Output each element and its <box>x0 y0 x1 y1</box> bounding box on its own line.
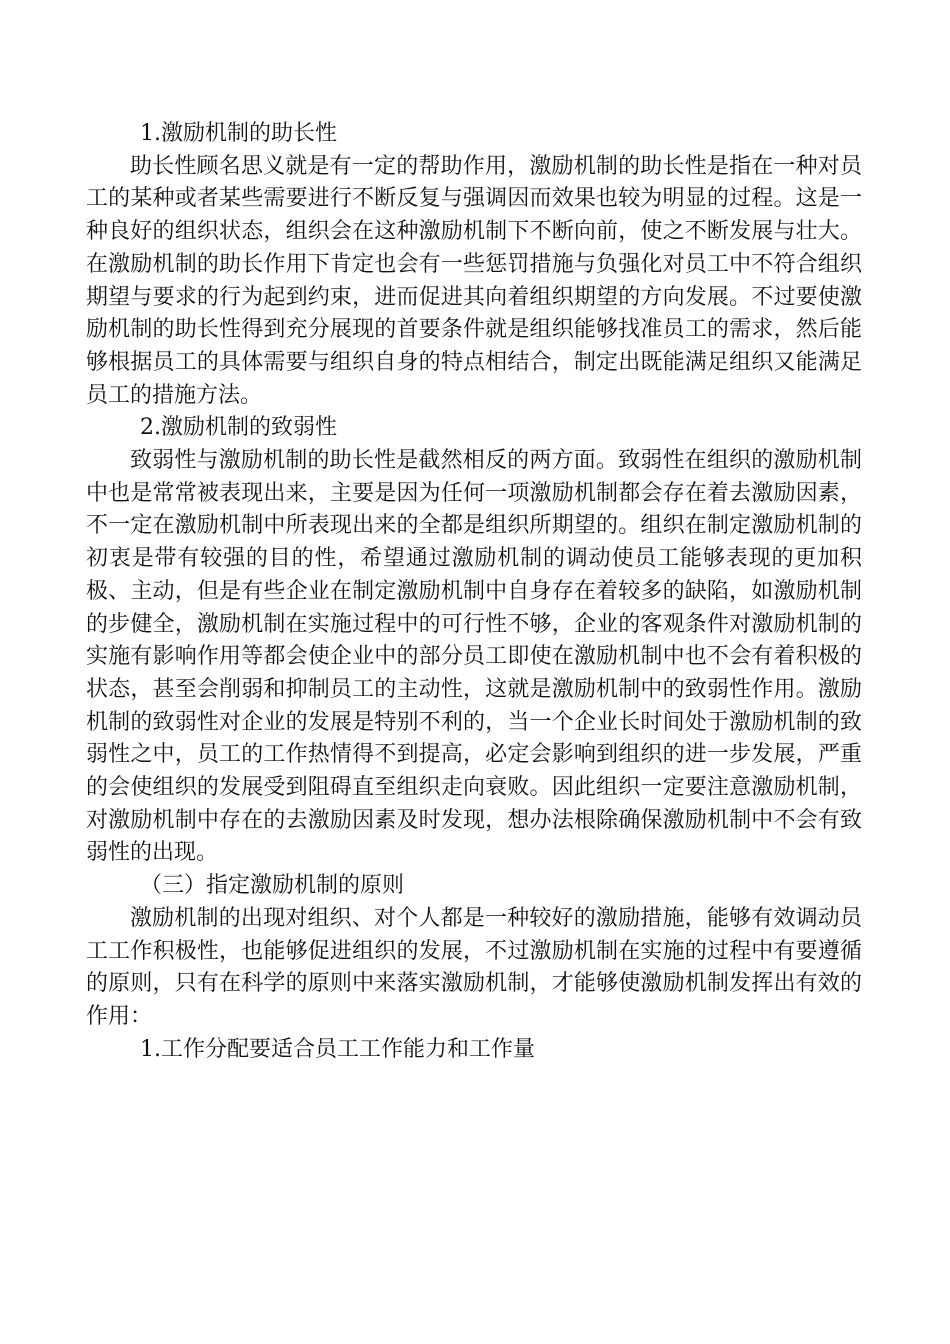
section-heading-growth: 1.激励机制的助长性 <box>140 121 337 146</box>
document-body <box>86 118 862 1066</box>
section-heading-principles: （三）指定激励机制的原则 <box>140 873 405 899</box>
paragraph-weakening: 致弱性与激励机制的助长性是截然相反的两方面。致弱性在组织的激励机制中也是常常被表现出来，主要是因为任何一项激励机制都会存在着去激励因素，不一定在激励机制中所表现出来的全都是组织所期望的。组织在制定激励机制的初衷是带有较强的目的性，希望通过激励机制的调动使员工能够表现的更加积极、主动，但是有些企业在制定激励机制中自身存在着较多的缺陷，如激励机制的步健全，激励机制在实施过程中的可行性不够，企业的客观条件对激励机制的实施有影响作用等都会使企业中的部分员工即使在激励机制中也不会有着积极的状态，甚至会削弱和抑制员工的主动性，这就是激励机制中的致弱性作用。激励机制的致弱性对企业的发展是特别不利的，当一个企业长时间处于激励机制的致弱性之中，员工的工作热情得不到提高，必定会影响到组织的进一步发展，严重的会使组织的发展受到阻碍直至组织走向衰败。因此组织一定要注意激励机制，对激励机制中存在的去激励因素及时发现，想办法根除确保激励机制中不会有致弱性的出现。 <box>86 448 862 866</box>
section-heading-work-allocation: 1.工作分配要适合员工工作能力和工作量 <box>140 1036 535 1062</box>
paragraph-principles: 激励机制的出现对组织、对个人都是一种较好的激励措施，能够有效调动员工工作积极性，也能够促进组织的发展，不过激励机制在实施的过程中有要遵循的原则，只有在科学的原则中来落实激励机制，才能够使激励机制发挥出有效的作用： <box>86 905 862 1029</box>
section-heading-weakening: 2.激励机制的致弱性 <box>140 415 337 441</box>
paragraph-growth: 助长性顾名思义就是有一定的帮助作用，激励机制的助长性是指在一种对员工的某种或者某些需要进行不断反复与强调因而效果也较为明显的过程。这是一种良好的组织状态，组织会在这种激励机制下不断向前，使之不断发展与壮大。在激励机制的助长作用下肯定也会有一些惩罚措施与负强化对员工中不符合组织期望与要求的行为起到约束，进而促进其向着组织期望的方向发展。不过要使激励机制的助长性得到充分展现的首要条件就是组织能够找准员工的需求，然后能够根据员工的具体需要与组织自身的特点相结合，制定出既能满足组织又能满足员工的措施方法。 <box>86 153 862 408</box>
